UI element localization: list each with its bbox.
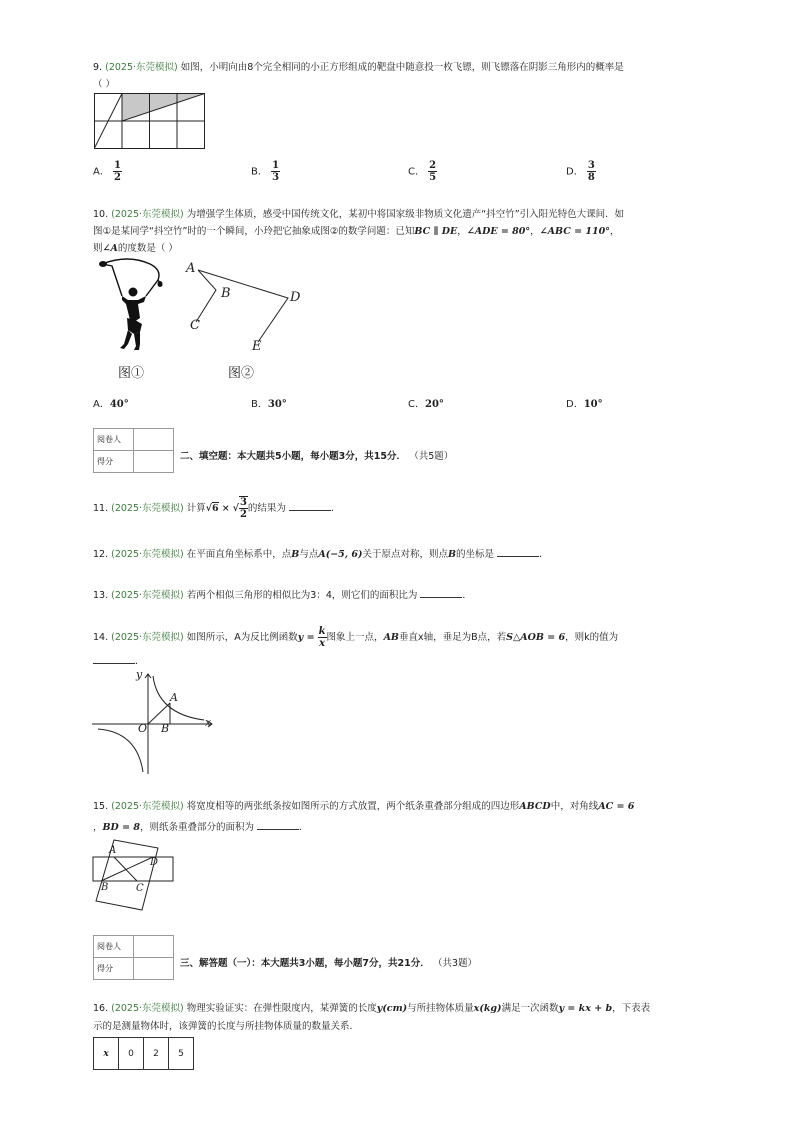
label-a: A	[109, 845, 117, 856]
option-b[interactable]: B．30°	[251, 399, 287, 410]
question-12: 12. (2025·东莞模拟) 在平面直角坐标系中，点B与点A(−5, 6)关于原点对称，则点B的坐标是 ．	[93, 546, 693, 563]
table-header-cell: x	[94, 1038, 119, 1070]
table-row	[94, 1038, 194, 1070]
sqrt-fraction: √ $\frac{3}{2}$	[232, 497, 247, 520]
question-source: (2025·东莞模拟)	[111, 503, 184, 514]
question-source: (2025·东莞模拟)	[111, 549, 184, 560]
question-15: 15. (2025·东莞模拟) 将宽度相等的两张纸条按如图所示的方式放置，两个纸条重叠部分组成的四边形ABCD中，对角线AC = 6 ，BD = 8，则纸条重叠部分的面积为 ．	[93, 801, 635, 833]
point-b-label: B	[161, 722, 170, 735]
table-cell: 5	[169, 1038, 194, 1070]
answer-blank[interactable]	[257, 819, 299, 830]
option-a[interactable]: A．40°	[93, 399, 129, 410]
geometry-figure-2	[186, 260, 304, 356]
score-box	[93, 428, 174, 473]
option-b[interactable]: B． $\frac{1}{3}$	[251, 160, 280, 183]
question-10: 10. (2025·东莞模拟) 为增强学生体质，感受中国传统文化，某初中将国家级非物质文化遗产“抖空竹”引入阳光特色大课间．如 图①是某同学“抖空竹”时的一个瞬间，小玲把它抽象成图②的数学问题：已知BC ∥ DE，∠ADE = 80°，∠ABC = 110°， 则∠A的度数是（ ）	[93, 209, 625, 254]
question-9: 9. (2025·东莞模拟) 如图，小明向由8个完全相同的小正方形组成的靶盘中随意投一枚飞镖，则飞镖落在阴影三角形内的概率是 （ ）	[93, 62, 624, 90]
shaded-triangle	[122, 93, 205, 121]
reviewer-cell[interactable]	[134, 936, 174, 958]
fraction: $\frac{1}{2}$	[114, 160, 121, 183]
fraction: $\frac{1}{3}$	[272, 160, 280, 183]
question-source: (2025·东莞模拟)	[111, 209, 184, 220]
answer-blank[interactable]	[93, 653, 135, 664]
question-text: 如图，小明向由8个完全相同的小正方形组成的靶盘中随意投一枚飞镖，则飞镖落在阴影三角形内的概率是	[180, 62, 624, 73]
fraction: $\frac{2}{5}$	[429, 160, 437, 183]
diabolo-player-figure	[98, 256, 170, 352]
reviewer-label: 阅卷人	[94, 429, 134, 451]
label-a: A	[186, 261, 196, 276]
dartboard-figure	[94, 93, 206, 149]
label-b: B	[221, 286, 231, 301]
option-d[interactable]: D．10°	[566, 399, 603, 410]
question-source: (2025·东莞模拟)	[105, 62, 178, 73]
score-cell[interactable]	[134, 958, 174, 980]
question-13: 13. (2025·东莞模拟) 若两个相似三角形的相似比为3：4，则它们的面积比为 ．	[93, 587, 693, 604]
answer-paren: （ ）	[93, 79, 116, 90]
score-box	[93, 935, 174, 980]
figure-2-caption: 图②	[228, 366, 255, 381]
point-a-label: A	[170, 691, 178, 704]
option-d[interactable]: D． $\frac{3}{8}$	[566, 160, 595, 183]
label-d: D	[290, 290, 301, 305]
question-source: (2025·东莞模拟)	[111, 1003, 184, 1014]
x-axis-label: x	[205, 716, 212, 729]
data-table	[93, 1037, 194, 1070]
label-e: E	[252, 339, 262, 354]
reviewer-label: 阅卷人	[94, 936, 134, 958]
option-a[interactable]: A． $\frac{1}{2}$	[93, 160, 121, 183]
paper-strips-figure	[92, 838, 177, 912]
score-label: 得分	[94, 958, 134, 980]
question-11: 11. (2025·东莞模拟) 计算√6 × √ $\frac{3}{2}$ 的结果为 ．	[93, 497, 341, 520]
origin-label: O	[138, 722, 148, 735]
option-c[interactable]: C． $\frac{2}{5}$	[408, 160, 437, 183]
fraction: $\frac{3}{8}$	[587, 160, 595, 183]
label-b: B	[101, 882, 109, 893]
table-cell: 0	[119, 1038, 144, 1070]
question-16: 16. (2025·东莞模拟) 物理实验证实：在弹性限度内，某弹簧的长度y(cm)与所挂物体质量x(kg)满足一次函数y = kx + b，下表表 示的是测量物体时，该弹簧的长度与所挂物体质量的数量关系．	[93, 1003, 651, 1032]
question-source: (2025·东莞模拟)	[111, 801, 184, 812]
option-c[interactable]: C．20°	[408, 399, 444, 410]
sqrt-expression: √6	[205, 503, 219, 514]
y-axis-label: y	[136, 668, 143, 681]
answer-blank[interactable]	[497, 546, 539, 557]
reviewer-cell[interactable]	[134, 429, 174, 451]
section-2-heading: 二、填空题：本大题共5小题，每小题3分，共15分． （共5题）	[180, 451, 454, 462]
table-cell: 2	[144, 1038, 169, 1070]
inverse-function-graph	[92, 670, 217, 776]
score-cell[interactable]	[134, 451, 174, 473]
question-source: (2025·东莞模拟)	[111, 632, 184, 643]
label-c: C	[190, 318, 200, 333]
question-source: (2025·东莞模拟)	[111, 590, 184, 601]
score-label: 得分	[94, 451, 134, 473]
section-3-heading: 三、解答题（一）：本大题共3小题，每小题7分，共21分． （共3题）	[180, 958, 478, 969]
question-14: 14. (2025·东莞模拟) 如图所示，A为反比例函数y = $\frac{k}{x}$ 图象上一点，AB垂直x轴，垂足为B点，若S△AOB = 6，则k的值为 ．	[93, 626, 619, 667]
label-d: D	[150, 857, 159, 868]
answer-blank[interactable]	[289, 500, 331, 511]
answer-blank[interactable]	[420, 587, 462, 598]
label-c: C	[136, 883, 144, 894]
figure-1-caption: 图①	[118, 366, 145, 381]
